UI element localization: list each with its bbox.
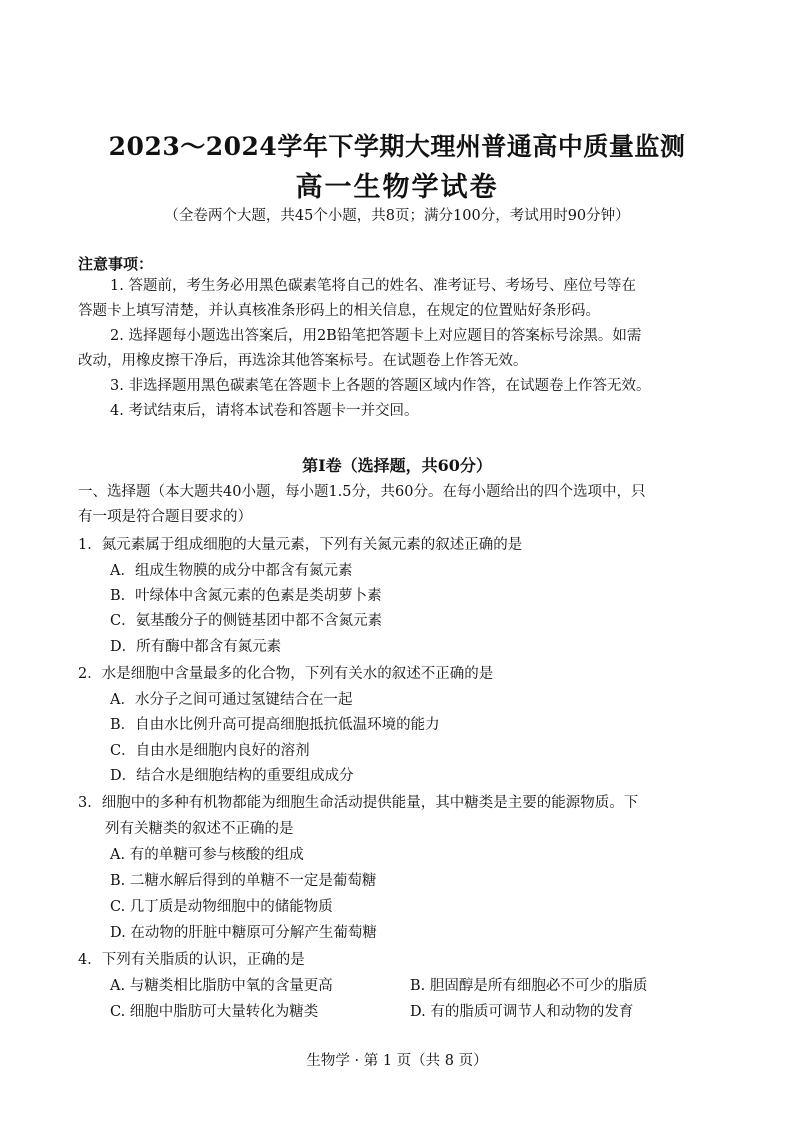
- section-heading: 第Ⅰ卷（选择题，共60分）: [302, 456, 492, 475]
- question-option: C. 几丁质是动物细胞中的储能物质: [110, 899, 333, 915]
- question-option: B. 胆固醇是所有细胞必不可少的脂质: [410, 978, 648, 994]
- question-option: C. 细胞中脂肪可大量转化为糖类: [110, 1004, 319, 1020]
- notes-line: 答题卡上填写清楚，并认真核准条形码上的相关信息，在规定的位置贴好条形码。: [78, 303, 600, 319]
- page-footer: 生物学 · 第 1 页（共 8 页）: [306, 1053, 488, 1069]
- question-option: A. 有的单糖可参与核酸的组成: [110, 847, 304, 863]
- notes-line: 3. 非选择题用黑色碳素笔在答题卡上各题的答题区域内作答，在试题卷上作答无效。: [110, 378, 651, 394]
- question-option: C．氨基酸分子的侧链基团中都不含氮元素: [110, 613, 383, 629]
- question-option: C．自由水是细胞内良好的溶剂: [110, 743, 310, 759]
- question-option: A．组成生物膜的成分中都含有氮元素: [110, 563, 353, 579]
- question-option: D. 在动物的肝脏中糖原可分解产生葡萄糖: [110, 925, 377, 941]
- section-intro: 有一项是符合题目要求的）: [78, 509, 252, 525]
- question-stem-continued: 列有关糖类的叙述不正确的是: [105, 821, 294, 837]
- question-option: D．结合水是细胞结构的重要组成成分: [110, 768, 354, 784]
- question-option: A．水分子之间可通过氢键结合在一起: [110, 692, 353, 708]
- notes-line: 1. 答题前，考生务必用黑色碳素笔将自己的姓名、准考证号、考场号、座位号等在: [110, 278, 636, 294]
- notes-line: 改动，用橡皮擦干净后，再选涂其他答案标号。在试题卷上作答无效。: [78, 353, 528, 369]
- question-option: D. 有的脂质可调节人和动物的发育: [410, 1004, 634, 1020]
- question-stem: 3．细胞中的多种有机物都能为细胞生命活动提供能量，其中糖类是主要的能源物质。下: [78, 795, 639, 811]
- question-option: A. 与糖类相比脂肪中氧的含量更高: [110, 978, 333, 994]
- question-option: B．自由水比例升高可提高细胞抵抗低温环境的能力: [110, 717, 440, 733]
- notes-heading: 注意事项：: [78, 255, 154, 273]
- section-intro: 一、选择题（本大题共40小题，每小题1.5分，共60分。在每小题给出的四个选项中，只: [78, 484, 646, 500]
- notes-line: 4. 考试结束后，请将本试卷和答题卡一并交回。: [110, 403, 419, 419]
- question-option: D．所有酶中都含有氮元素: [110, 639, 282, 655]
- question-stem: 2．水是细胞中含量最多的化合物，下列有关水的叙述不正确的是: [78, 666, 494, 682]
- exam-info: （全卷两个大题，共45个小题，共8页；满分100分，考试用时90分钟）: [164, 208, 630, 224]
- question-option: B. 二糖水解后得到的单糖不一定是葡萄糖: [110, 873, 377, 889]
- exam-title: 2023～2024学年下学期大理州普通高中质量监测: [108, 132, 686, 161]
- notes-line: 2. 选择题每小题选出答案后，用2B铅笔把答题卡上对应题目的答案标号涂黑。如需: [110, 328, 642, 344]
- exam-subject-title: 高一生物学试卷: [295, 172, 499, 203]
- question-stem: 4．下列有关脂质的认识，正确的是: [78, 952, 305, 968]
- question-stem: 1．氮元素属于组成细胞的大量元素，下列有关氮元素的叙述正确的是: [78, 537, 523, 553]
- question-option: B．叶绿体中含氮元素的色素是类胡萝卜素: [110, 588, 382, 604]
